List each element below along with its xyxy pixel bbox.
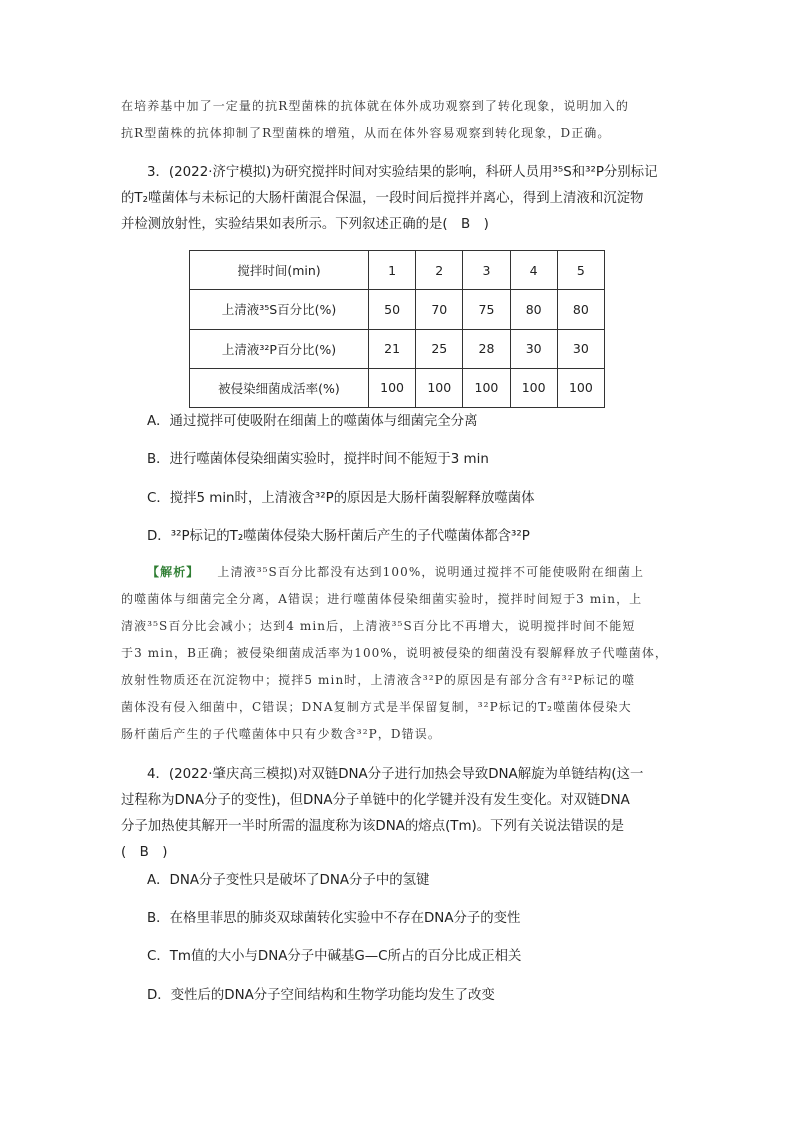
q3-option-a: A．通过搅拌可使吸附在细菌上的噬菌体与细菌完全分离	[147, 414, 478, 429]
q3-option-c: C．搅拌5 min时，上清液含³²P的原因是大肠杆菌裂解释放噬菌体	[147, 491, 535, 506]
table-cell: 50	[369, 290, 416, 329]
table-cell: 30	[510, 329, 557, 368]
q4-stem-line-3: 分子加热使其解开一半时所需的温度称为该DNA的熔点(Tm)。下列有关说法错误的是	[121, 819, 625, 834]
stirring-time-results-table	[189, 250, 605, 408]
analysis-continuation-line-1: 在培养基中加了一定量的抗R型菌株的抗体就在体外成功观察到了转化现象，说明加入的	[121, 99, 629, 113]
q3-option-d: D．³²P标记的T₂噬菌体侵染大肠杆菌后产生的子代噬菌体都含³²P	[147, 529, 530, 544]
table-cell: 30	[557, 329, 604, 368]
table-header-label: 搅拌时间(min)	[190, 251, 369, 290]
q3-analysis-text-1: 上清液³⁵S百分比都没有达到100%，说明通过搅拌不可能使吸附在细菌上	[217, 565, 645, 579]
q3-analysis-line-1	[147, 563, 644, 580]
q4-option-d: D．变性后的DNA分子空间结构和生物学功能均发生了改变	[147, 988, 495, 1003]
table-cell: 2	[416, 251, 463, 290]
q4-option-a: A．DNA分子变性只是破坏了DNA分子中的氢键	[147, 873, 430, 888]
q4-stem-line-4: ( B )	[121, 845, 168, 860]
q4-stem-line-1: 4．(2022·肇庆高三模拟)对双链DNA分子进行加热会导致DNA解旋为单链结构(这一	[147, 767, 644, 782]
table-cell: 21	[369, 329, 416, 368]
table-cell: 3	[463, 251, 510, 290]
table-row-label: 上清液³⁵S百分比(%)	[190, 290, 369, 329]
q3-stem-line-2: 的T₂噬菌体与未标记的大肠杆菌混合保温，一段时间后搅拌并离心，得到上清液和沉淀物	[121, 191, 644, 206]
q3-analysis-line-2: 的噬菌体与细菌完全分离，A错误；进行噬菌体侵染细菌实验时，搅拌时间短于3 min，上	[121, 592, 643, 606]
table-row	[190, 368, 605, 407]
table-cell: 100	[557, 368, 604, 407]
table-cell: 1	[369, 251, 416, 290]
analysis-tag: 【解析】	[147, 565, 200, 579]
q3-stem-line-3: 并检测放射性，实验结果如表所示。下列叙述正确的是( B )	[121, 217, 489, 232]
table-cell: 5	[557, 251, 604, 290]
table-cell: 100	[463, 368, 510, 407]
analysis-continuation-line-2: 抗R型菌株的抗体抑制了R型菌株的增殖，从而在体外容易观察到转化现象，D正确。	[121, 126, 611, 140]
table-cell: 75	[463, 290, 510, 329]
q3-stem-line-1: 3．(2022·济宁模拟)为研究搅拌时间对实验结果的影响，科研人员用³⁵S和³²P分别标记	[147, 165, 658, 180]
table-cell: 100	[416, 368, 463, 407]
table-row-label: 上清液³²P百分比(%)	[190, 329, 369, 368]
table-cell: 100	[510, 368, 557, 407]
table-cell: 25	[416, 329, 463, 368]
table-header-row	[190, 251, 605, 290]
q3-option-b: B．进行噬菌体侵染细菌实验时，搅拌时间不能短于3 min	[147, 452, 489, 467]
q4-option-c: C．Tm值的大小与DNA分子中碱基G—C所占的百分比成正相关	[147, 949, 522, 964]
table-cell: 4	[510, 251, 557, 290]
table-cell: 70	[416, 290, 463, 329]
table-row-label: 被侵染细菌成活率(%)	[190, 368, 369, 407]
q4-stem-line-2: 过程称为DNA分子的变性)，但DNA分子单链中的化学键并没有发生变化。对双链DNA	[121, 793, 630, 808]
table-cell: 80	[557, 290, 604, 329]
q3-analysis-line-5: 放射性物质还在沉淀物中；搅拌5 min时，上清液含³²P的原因是有部分含有³²P标记的噬	[121, 673, 636, 687]
q3-analysis-line-7: 肠杆菌后产生的子代噬菌体中只有少数含³²P，D错误。	[121, 727, 441, 741]
q4-option-b: B．在格里菲思的肺炎双球菌转化实验中不存在DNA分子的变性	[147, 911, 521, 926]
q3-analysis-line-6: 菌体没有侵入细菌中，C错误；DNA复制方式是半保留复制，³²P标记的T₂噬菌体侵染大	[121, 700, 632, 714]
table-row	[190, 329, 605, 368]
q3-analysis-line-4: 于3 min，B正确；被侵染细菌成活率为100%，说明被侵染的细菌没有裂解释放子代噬菌体，	[121, 646, 669, 660]
table-cell: 28	[463, 329, 510, 368]
table-cell: 100	[369, 368, 416, 407]
q3-analysis-line-3: 清液³⁵S百分比会减小；达到4 min后，上清液³⁵S百分比不再增大，说明搅拌时间不能短	[121, 619, 636, 633]
table-cell: 80	[510, 290, 557, 329]
table-row	[190, 290, 605, 329]
